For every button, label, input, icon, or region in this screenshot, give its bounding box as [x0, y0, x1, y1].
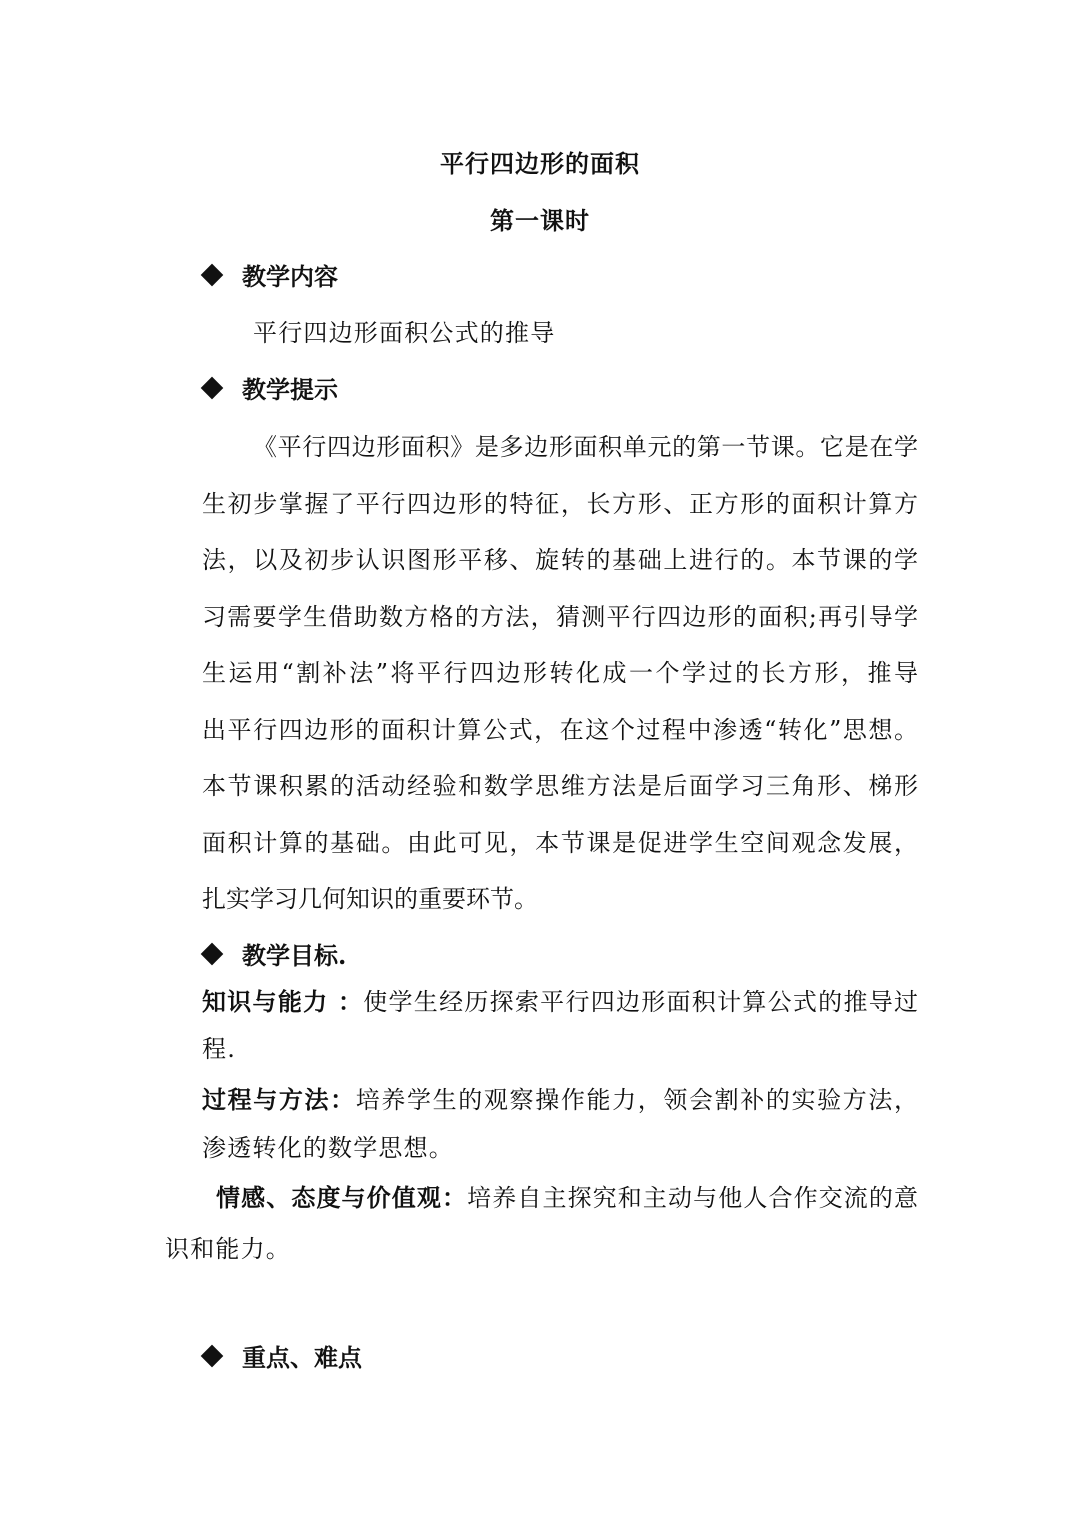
goal-emotion-label: 情感、态度与价值观： — [216, 1183, 468, 1212]
section-heading-content — [202, 257, 338, 292]
diamond-bullet-icon — [201, 1345, 224, 1368]
lesson-subtitle: 第一课时 — [490, 206, 590, 235]
content-text: 平行四边形面积公式的推导 — [253, 319, 556, 347]
hints-paragraph-line: 面积计算的基础。由此可见，本节课是促进学生空间观念发展， — [202, 829, 918, 857]
section-heading-goals-label: 教学目标. — [242, 941, 347, 970]
section-heading-keypoints-label: 重点、难点 — [242, 1343, 362, 1372]
goal-knowledge-label: 知识与能力 ： — [202, 987, 364, 1016]
document-title: 平行四边形的面积 — [440, 149, 640, 178]
hints-paragraph-line: 习需要学生借助数方格的方法，猜测平行四边形的面积;再引导学 — [202, 603, 918, 631]
section-heading-hints-label: 教学提示 — [242, 375, 338, 404]
goal-emotion-continuation: 识和能力。 — [165, 1235, 291, 1263]
goal-knowledge-line — [202, 982, 918, 1017]
hints-paragraph-line: 扎实学习几何知识的重要环节。 — [202, 885, 538, 913]
diamond-bullet-icon — [201, 264, 224, 287]
diamond-bullet-icon — [201, 943, 224, 966]
goal-knowledge-continuation: 程. — [202, 1035, 237, 1063]
hints-paragraph-line: 生运用“割补法”将平行四边形转化成一个学过的长方形，推导 — [202, 659, 918, 687]
section-heading-content-label: 教学内容 — [242, 262, 338, 291]
hints-paragraph-line: 生初步掌握了平行四边形的特征，长方形、正方形的面积计算方 — [202, 490, 918, 518]
goal-knowledge-text: 使学生经历探索平行四边形面积计算公式的推导过 — [363, 988, 918, 1016]
section-heading-hints — [202, 370, 338, 405]
goal-process-label: 过程与方法： — [202, 1085, 356, 1114]
hints-paragraph-line: 本节课积累的活动经验和数学思维方法是后面学习三角形、梯形 — [202, 772, 918, 800]
goal-process-text: 培养学生的观察操作能力，领会割补的实验方法， — [355, 1086, 919, 1114]
goal-process-line — [202, 1080, 918, 1115]
hints-paragraph-line: 法，以及初步认识图形平移、旋转的基础上进行的。本节课的学 — [202, 546, 918, 574]
goal-process-continuation: 渗透转化的数学思想。 — [202, 1134, 454, 1162]
diamond-bullet-icon — [201, 377, 224, 400]
hints-paragraph-line: 出平行四边形的面积计算公式，在这个过程中渗透“转化”思想。 — [202, 716, 918, 744]
hints-paragraph-line: 《平行四边形面积》是多边形面积单元的第一节课。它是在学 — [253, 433, 918, 461]
section-heading-keypoints — [202, 1338, 362, 1373]
goal-emotion-text: 培养自主探究和主动与他人合作交流的意 — [467, 1184, 919, 1212]
goal-emotion-line — [216, 1178, 918, 1213]
section-heading-goals — [202, 936, 346, 971]
